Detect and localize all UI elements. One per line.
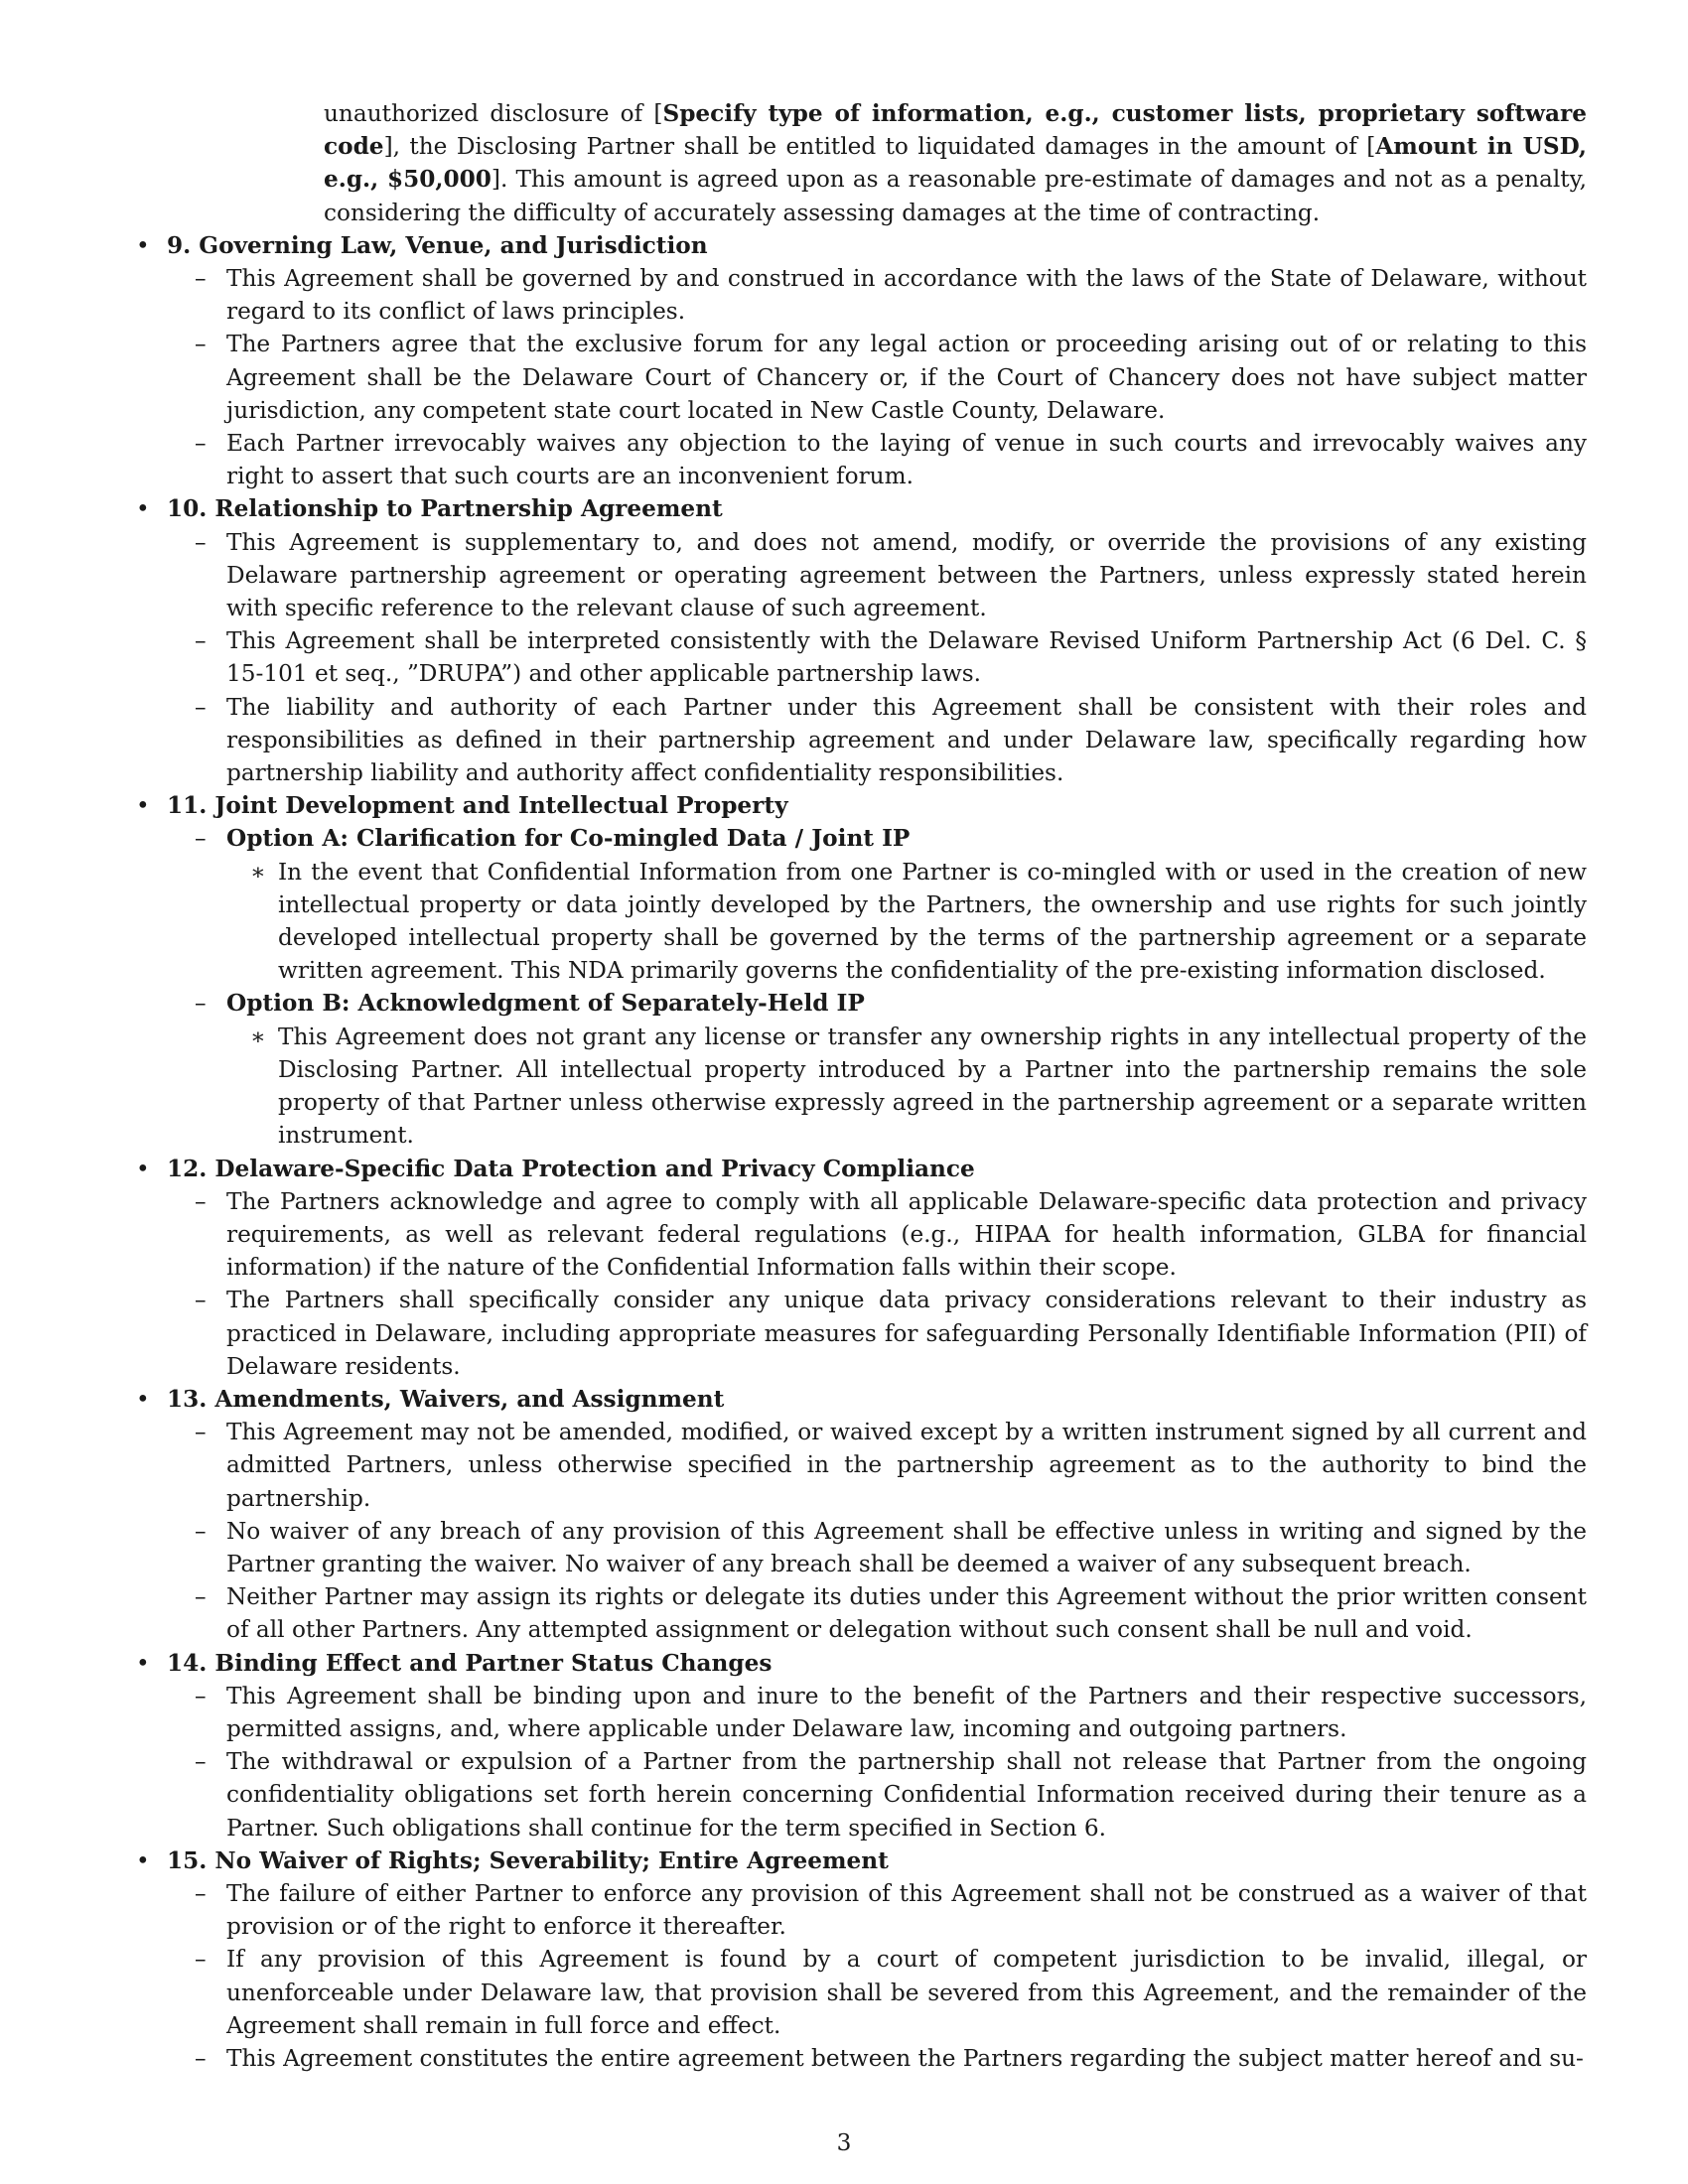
clause-text: The Partners acknowledge and agree to comply with all applicable Delaware-specific data protection and privacy requirements, as well as relevant federal regulations (e.g., HIPAA for health information, GLBA for financial information) if the nature of the Confidential Information falls within their scope.	[226, 1187, 1587, 1282]
section-title: 10. Relationship to Partnership Agreement	[167, 495, 723, 523]
clause-item	[127, 1877, 1587, 1943]
section-15	[127, 1844, 1587, 1877]
dash-icon: –	[195, 1187, 207, 1215]
clause-item	[127, 1284, 1587, 1383]
clause-text: Each Partner irrevocably waives any objection to the laying of venue in such courts and irrevocably waives any right to assert that such courts are an inconvenient forum.	[226, 430, 1587, 490]
lead-text-2: ], the Disclosing Partner shall be entitled to liquidated damages in the amount of [	[383, 133, 1376, 161]
option-title: Option A: Clarification for Co-mingled Data / Joint IP	[226, 825, 911, 853]
lead-placeholder-amount: Amount in USD, e.g., $50,000	[324, 133, 1587, 194]
dash-icon: –	[195, 1946, 207, 1974]
lead-placeholder-information: Specify type of information, e.g., customer lists, proprietary software code	[324, 100, 1588, 161]
clause-text: This Agreement does not grant any license or transfer any ownership rights in any intellectual property of the Disclosing Partner. All intellectual property introduced by a Partner into the partnership remains the sole property of that Partner unless otherwise expressly agreed in the partnership agreement or a separate written instrument.	[278, 1023, 1587, 1150]
clause-item	[127, 2042, 1587, 2075]
dash-icon: –	[195, 2044, 207, 2072]
dash-icon: –	[195, 1682, 207, 1709]
bullet-icon: •	[136, 495, 150, 523]
clause-item	[127, 624, 1587, 690]
clause-item	[127, 526, 1587, 625]
section-8-continuation	[324, 97, 1587, 229]
option-b-clause	[127, 1021, 1587, 1153]
clause-item	[127, 1515, 1587, 1580]
section-title: 13. Amendments, Waivers, and Assignment	[167, 1385, 725, 1413]
bullet-icon: •	[136, 1385, 150, 1413]
dash-icon: –	[195, 331, 207, 358]
asterisk-icon: ∗	[250, 858, 266, 886]
dash-icon: –	[195, 1517, 207, 1545]
bullet-icon: •	[136, 231, 150, 259]
dash-icon: –	[195, 1287, 207, 1314]
clause-text: The Partners agree that the exclusive forum for any legal action or proceeding arising out of or relating to this Agreement shall be the Delaware Court of Chancery or, if the Court of Chancery does not have subject matter jurisdiction, any competent state court located in New Castle County, Delaware.	[226, 331, 1587, 424]
bullet-icon: •	[136, 1649, 150, 1677]
asterisk-icon: ∗	[250, 1023, 266, 1050]
dash-icon: –	[195, 1583, 207, 1611]
bullet-icon: •	[136, 1846, 150, 1874]
section-title: 15. No Waiver of Rights; Severability; Entire Agreement	[167, 1846, 889, 1874]
section-10	[127, 492, 1587, 525]
section-14	[127, 1647, 1587, 1680]
lead-text-3: ]. This amount is agreed upon as a reasonable pre-estimate of damages and not as a penalty, considering the difficulty of accurately assessing damages at the time of contracting.	[324, 166, 1587, 226]
dash-icon: –	[195, 528, 207, 556]
clause-text: The withdrawal or expulsion of a Partner from the partnership shall not release that Partner from the ongoing confidentiality obligations set forth herein concerning Confidential Information received during their tenure as a Partner. Such obligations shall continue for the term specified in Section 6.	[226, 1748, 1587, 1842]
clause-text: This Agreement is supplementary to, and does not amend, modify, or override the provisions of any existing Delaware partnership agreement or operating agreement between the Partners, unless expressly stated herein with specific reference to the relevant clause of such agreement.	[226, 528, 1587, 622]
section-12	[127, 1153, 1587, 1185]
option-a-heading	[127, 822, 1587, 855]
clause-text: In the event that Confidential Information from one Partner is co-mingled with or used in the creation of new intellectual property or data jointly developed by the Partners, the ownership and use rights for such jointly developed intellectual property shall be governed by the terms of the partnership agreement or a separate written agreement. This NDA primarily governs the confidentiality of the pre-existing information disclosed.	[278, 858, 1587, 985]
clause-item	[127, 1943, 1587, 2042]
document-body	[127, 97, 1587, 2075]
dash-icon: –	[195, 990, 207, 1018]
section-title: 12. Delaware-Specific Data Protection and Privacy Compliance	[167, 1155, 975, 1182]
section-11	[127, 789, 1587, 822]
section-13	[127, 1383, 1587, 1416]
option-title: Option B: Acknowledgment of Separately-Held IP	[226, 990, 865, 1018]
option-a-clause	[127, 856, 1587, 988]
section-title: 11. Joint Development and Intellectual Property	[167, 792, 788, 820]
lead-text-1: unauthorized disclosure of [	[324, 100, 663, 127]
clause-text: This Agreement shall be interpreted consistently with the Delaware Revised Uniform Partnership Act (6 Del. C. § 15-101 et seq., ”DRUPA”) and other applicable partnership laws.	[226, 627, 1587, 688]
clause-item	[127, 1680, 1587, 1745]
page-number: 3	[836, 2129, 852, 2156]
clause-text: This Agreement shall be governed by and construed in accordance with the laws of the State of Delaware, without regard to its conflict of laws principles.	[226, 265, 1587, 326]
clause-item	[127, 1580, 1587, 1646]
section-title: 9. Governing Law, Venue, and Jurisdiction	[167, 231, 708, 259]
dash-icon: –	[195, 825, 207, 853]
dash-icon: –	[195, 430, 207, 458]
dash-icon: –	[195, 1879, 207, 1907]
dash-icon: –	[195, 693, 207, 721]
clause-text: Neither Partner may assign its rights or delegate its duties under this Agreement without the prior written consent of all other Partners. Any attempted assignment or delegation without such consent shall be null and void.	[226, 1583, 1587, 1644]
clause-text: This Agreement shall be binding upon and inure to the benefit of the Partners and their respective successors, permitted assigns, and, where applicable under Delaware law, incoming and outgoing partners.	[226, 1682, 1587, 1742]
dash-icon: –	[195, 1419, 207, 1446]
clause-text: The liability and authority of each Partner under this Agreement shall be consistent with their roles and responsibilities as defined in their partnership agreement and under Delaware law, specifically regarding how partnership liability and authority affect confidentiality responsibilities.	[226, 693, 1587, 787]
clause-text: This Agreement may not be amended, modified, or waived except by a written instrument signed by all current and admitted Partners, unless otherwise specified in the partnership agreement as to the authority to bind the partnership.	[226, 1419, 1587, 1512]
clause-text: This Agreement constitutes the entire agreement between the Partners regarding the subject matter hereof and su-	[226, 2044, 1584, 2072]
clause-item	[127, 691, 1587, 790]
clause-item	[127, 262, 1587, 328]
clause-item	[127, 1745, 1587, 1844]
clause-item	[127, 427, 1587, 492]
clause-text: The failure of either Partner to enforce any provision of this Agreement shall not be construed as a waiver of that provision or of the right to enforce it thereafter.	[226, 1879, 1587, 1941]
clause-item	[127, 1185, 1587, 1285]
section-title: 14. Binding Effect and Partner Status Changes	[167, 1649, 773, 1677]
dash-icon: –	[195, 627, 207, 655]
clause-text: If any provision of this Agreement is found by a court of competent jurisdiction to be invalid, illegal, or unenforceable under Delaware law, that provision shall be severed from this Agreement, and the remainder of the Agreement shall remain in full force and effect.	[226, 1946, 1587, 2039]
option-b-heading	[127, 987, 1587, 1020]
clause-item	[127, 328, 1587, 427]
clause-text: The Partners shall specifically consider any unique data privacy considerations relevant to their industry as practiced in Delaware, including appropriate measures for safeguarding Personally Identifiable Information (PII) of Delaware residents.	[226, 1287, 1587, 1380]
bullet-icon: •	[136, 792, 150, 820]
section-9	[127, 229, 1587, 262]
bullet-icon: •	[136, 1155, 150, 1182]
dash-icon: –	[195, 265, 207, 293]
clause-text: No waiver of any breach of any provision of this Agreement shall be effective unless in writing and signed by the Partner granting the waiver. No waiver of any breach shall be deemed a waiver of any subsequent breach.	[226, 1517, 1587, 1577]
clause-item	[127, 1416, 1587, 1515]
dash-icon: –	[195, 1748, 207, 1776]
